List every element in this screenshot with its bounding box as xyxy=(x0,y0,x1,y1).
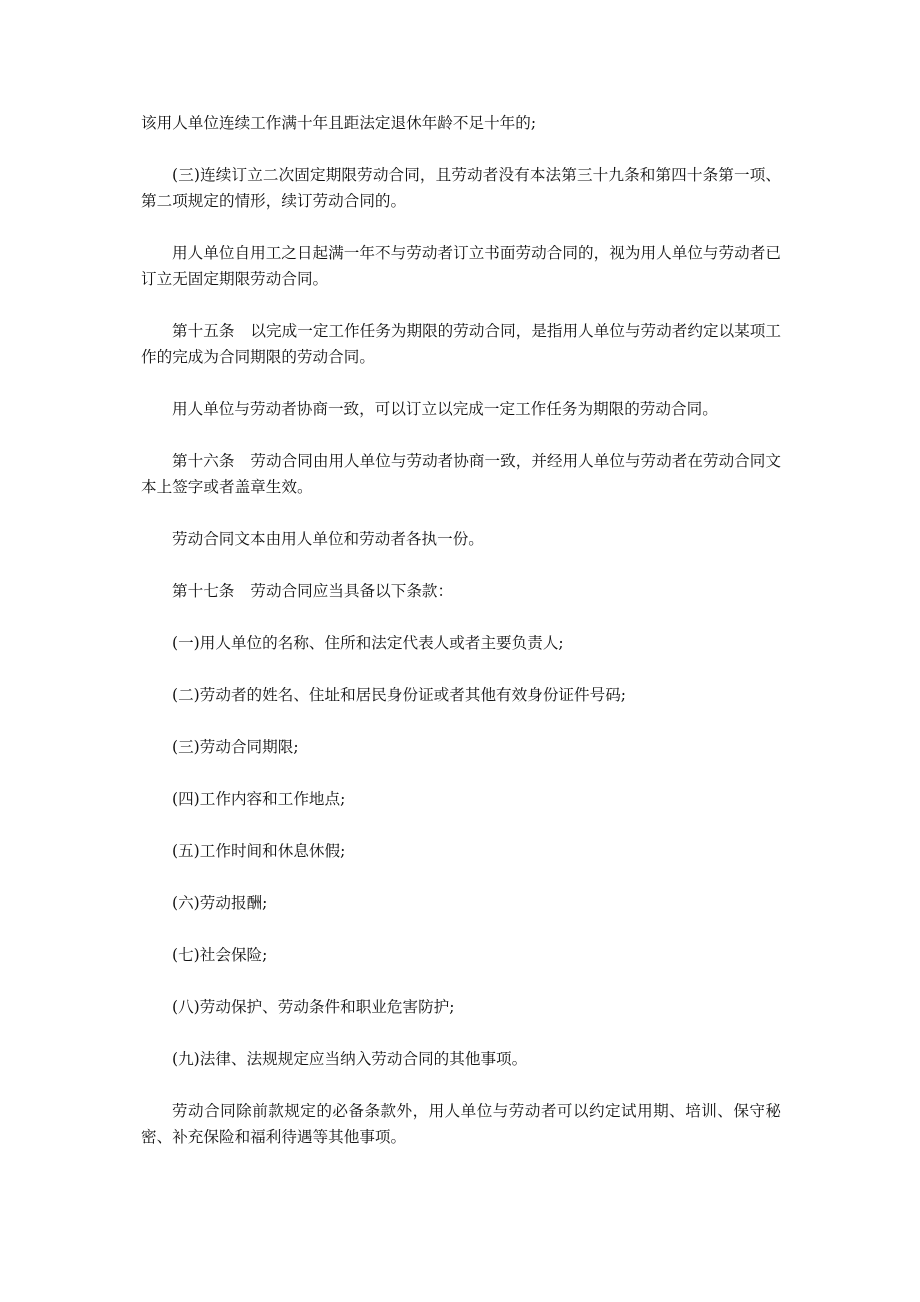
paragraph xyxy=(141,162,781,214)
list-item xyxy=(141,1046,781,1072)
paragraph-text: 以完成一定工作任务为期限的劳动合同，是指用人单位与劳动者约定以某项工作的完成为合同期限的劳动合同。 xyxy=(141,322,781,366)
paragraph-text: (九)法律、法规规定应当纳入劳动合同的其他事项。 xyxy=(172,1050,528,1068)
paragraph xyxy=(141,240,781,292)
list-item xyxy=(141,890,781,916)
article-number: 第十六条 xyxy=(172,452,235,470)
list-item xyxy=(141,630,781,656)
paragraph-text: 劳动合同由用人单位与劳动者协商一致，并经用人单位与劳动者在劳动合同文本上签字或者盖章生效。 xyxy=(141,452,781,496)
paragraph-text: 劳动合同应当具备以下条款： xyxy=(250,582,454,600)
paragraph-text: (三)劳动合同期限; xyxy=(172,738,299,756)
list-item xyxy=(141,942,781,968)
paragraph-text: 用人单位自用工之日起满一年不与劳动者订立书面劳动合同的，视为用人单位与劳动者已订立无固定期限劳动合同。 xyxy=(141,244,781,288)
paragraph xyxy=(141,1098,781,1150)
paragraph xyxy=(141,110,781,136)
paragraph xyxy=(141,396,781,422)
paragraph-text: 该用人单位连续工作满十年且距法定退休年龄不足十年的; xyxy=(141,114,537,132)
list-item xyxy=(141,994,781,1020)
article-paragraph xyxy=(141,448,781,500)
paragraph-text: (八)劳动保护、劳动条件和职业危害防护; xyxy=(172,998,455,1016)
list-item xyxy=(141,682,781,708)
article-paragraph xyxy=(141,578,781,604)
paragraph-text: (六)劳动报酬; xyxy=(172,894,268,912)
article-number: 第十五条 xyxy=(172,322,235,340)
paragraph-text: (二)劳动者的姓名、住址和居民身份证或者其他有效身份证件号码; xyxy=(172,686,627,704)
paragraph-text: 劳动合同文本由用人单位和劳动者各执一份。 xyxy=(172,530,484,548)
article-number: 第十七条 xyxy=(172,582,235,600)
paragraph-text: 劳动合同除前款规定的必备条款外，用人单位与劳动者可以约定试用期、培训、保守秘密、补充保险和福利待遇等其他事项。 xyxy=(141,1102,781,1146)
list-item xyxy=(141,786,781,812)
article-paragraph xyxy=(141,318,781,370)
paragraph-text: 用人单位与劳动者协商一致，可以订立以完成一定工作任务为期限的劳动合同。 xyxy=(172,400,718,418)
paragraph-text: (七)社会保险; xyxy=(172,946,268,964)
document-body xyxy=(141,110,781,1176)
paragraph-text: (四)工作内容和工作地点; xyxy=(172,790,346,808)
paragraph-text: (三)连续订立二次固定期限劳动合同，且劳动者没有本法第三十九条和第四十条第一项、第二项规定的情形，续订劳动合同的。 xyxy=(141,166,781,210)
paragraph-text: (一)用人单位的名称、住所和法定代表人或者主要负责人; xyxy=(172,634,564,652)
paragraph-text: (五)工作时间和休息休假; xyxy=(172,842,346,860)
list-item xyxy=(141,838,781,864)
paragraph xyxy=(141,526,781,552)
list-item xyxy=(141,734,781,760)
